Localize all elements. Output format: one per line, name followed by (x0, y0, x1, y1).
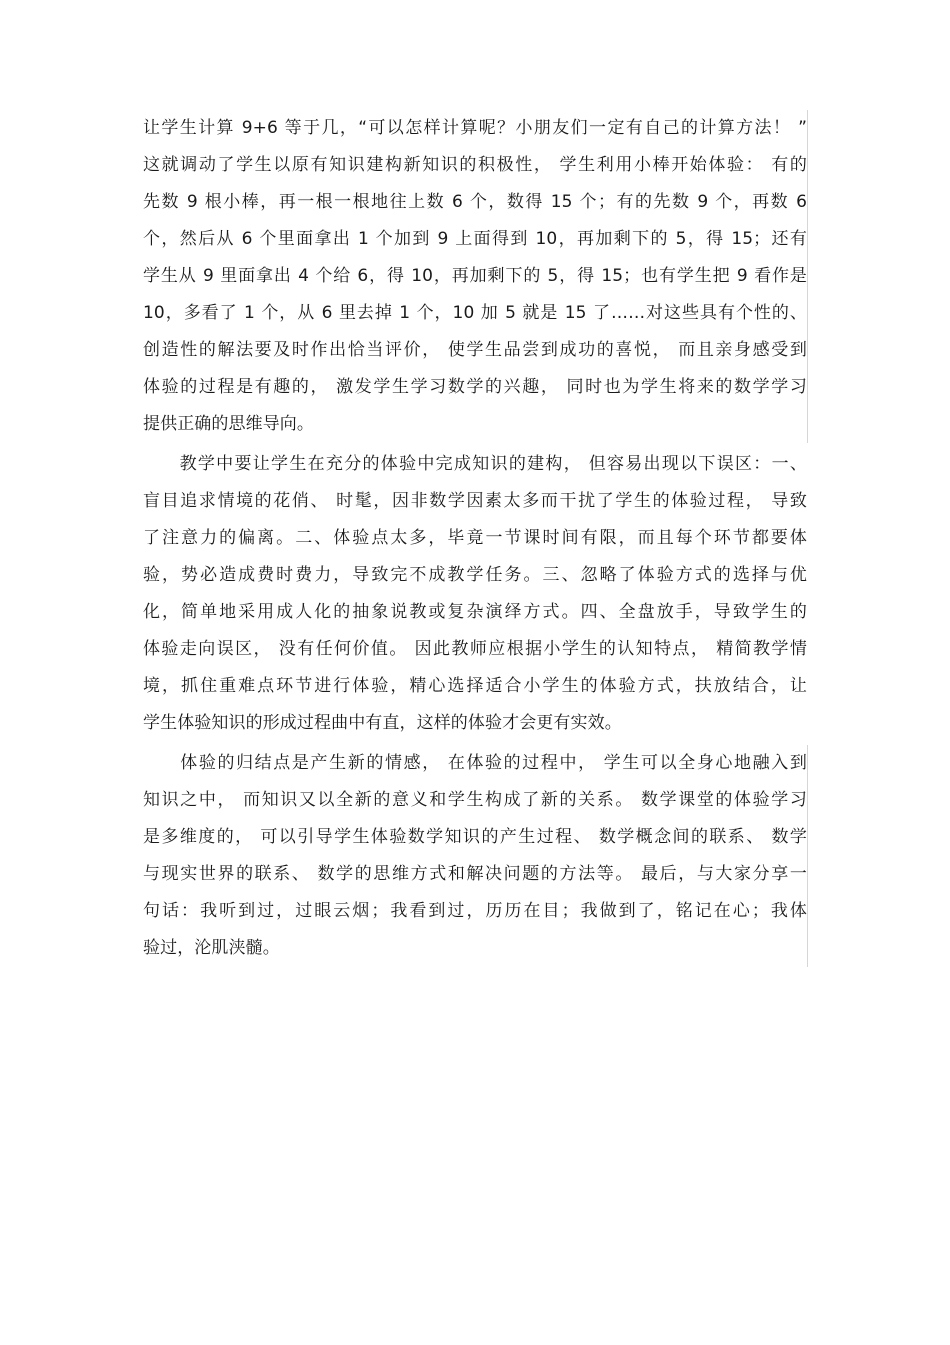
text-line: 体验的过程是有趣的， 激发学生学习数学的兴趣， 同时也为学生将来的数学学习 (143, 377, 807, 397)
text-line: 知识之中， 而知识又以全新的意义和学生构成了新的关系。 数学课堂的体验学习 (143, 790, 807, 810)
text-line: 了注意力的偏离。二、体验点太多，毕竟一节课时间有限，而且每个环节都要体 (143, 528, 807, 548)
text-line: 这就调动了学生以原有知识建构新知识的积极性， 学生利用小棒开始体验： 有的 (143, 155, 807, 175)
text-line: 体验的归结点是产生新的情感， 在体验的过程中， 学生可以全身心地融入到 (143, 753, 807, 773)
text-line: 10，多看了 1 个，从 6 里去掉 1 个，10 加 5 就是 15 了……对这些具有个性的、 (143, 303, 807, 323)
text-line: 个，然后从 6 个里面拿出 1 个加到 9 上面得到 10，再加剩下的 5，得 15；还有 (143, 229, 807, 249)
text-line: 创造性的解法要及时作出恰当评价， 使学生品尝到成功的喜悦， 而且亲身感受到 (143, 340, 807, 360)
text-line: 验，势必造成费时费力，导致完不成教学任务。三、忽略了体验方式的选择与优 (143, 565, 807, 585)
text-line: 与现实世界的联系、 数学的思维方式和解决问题的方法等。 最后，与大家分享一 (143, 864, 807, 884)
text-line: 提供正确的思维导向。 (143, 414, 314, 434)
text-line: 让学生计算 9+6 等于几，“可以怎样计算呢？小朋友们一定有自己的计算方法！ ” (143, 118, 807, 138)
text-line: 境，抓住重难点环节进行体验，精心选择适合小学生的体验方式，扶放结合，让 (143, 676, 807, 696)
text-line: 验过，沦肌浃髓。 (143, 938, 280, 958)
text-line: 学生体验知识的形成过程曲中有直，这样的体验才会更有实效。 (143, 713, 622, 733)
text-line: 化，简单地采用成人化的抽象说教或复杂演绎方式。四、全盘放手，导致学生的 (143, 602, 807, 622)
text-line: 是多维度的， 可以引导学生体验数学知识的产生过程、 数学概念间的联系、 数学 (143, 827, 807, 847)
text-line: 句话：我听到过，过眼云烟；我看到过，历历在目；我做到了，铭记在心；我体 (143, 901, 807, 921)
text-line: 教学中要让学生在充分的体验中完成知识的建构， 但容易出现以下误区：一、 (143, 454, 807, 474)
text-line: 体验走向误区， 没有任何价值。 因此教师应根据小学生的认知特点， 精简教学情 (143, 639, 807, 659)
text-line: 先数 9 根小棒，再一根一根地往上数 6 个，数得 15 个；有的先数 9 个，再数 6 (143, 192, 807, 212)
paragraph-3 (143, 745, 808, 967)
paragraph-1 (143, 110, 808, 443)
text-line: 盲目追求情境的花俏、 时髦，因非数学因素太多而干扰了学生的体验过程， 导致 (143, 491, 807, 511)
paragraph-2 (143, 446, 807, 742)
text-line: 学生从 9 里面拿出 4 个给 6，得 10，再加剩下的 5，得 15；也有学生把 9 看作是 (143, 266, 807, 286)
